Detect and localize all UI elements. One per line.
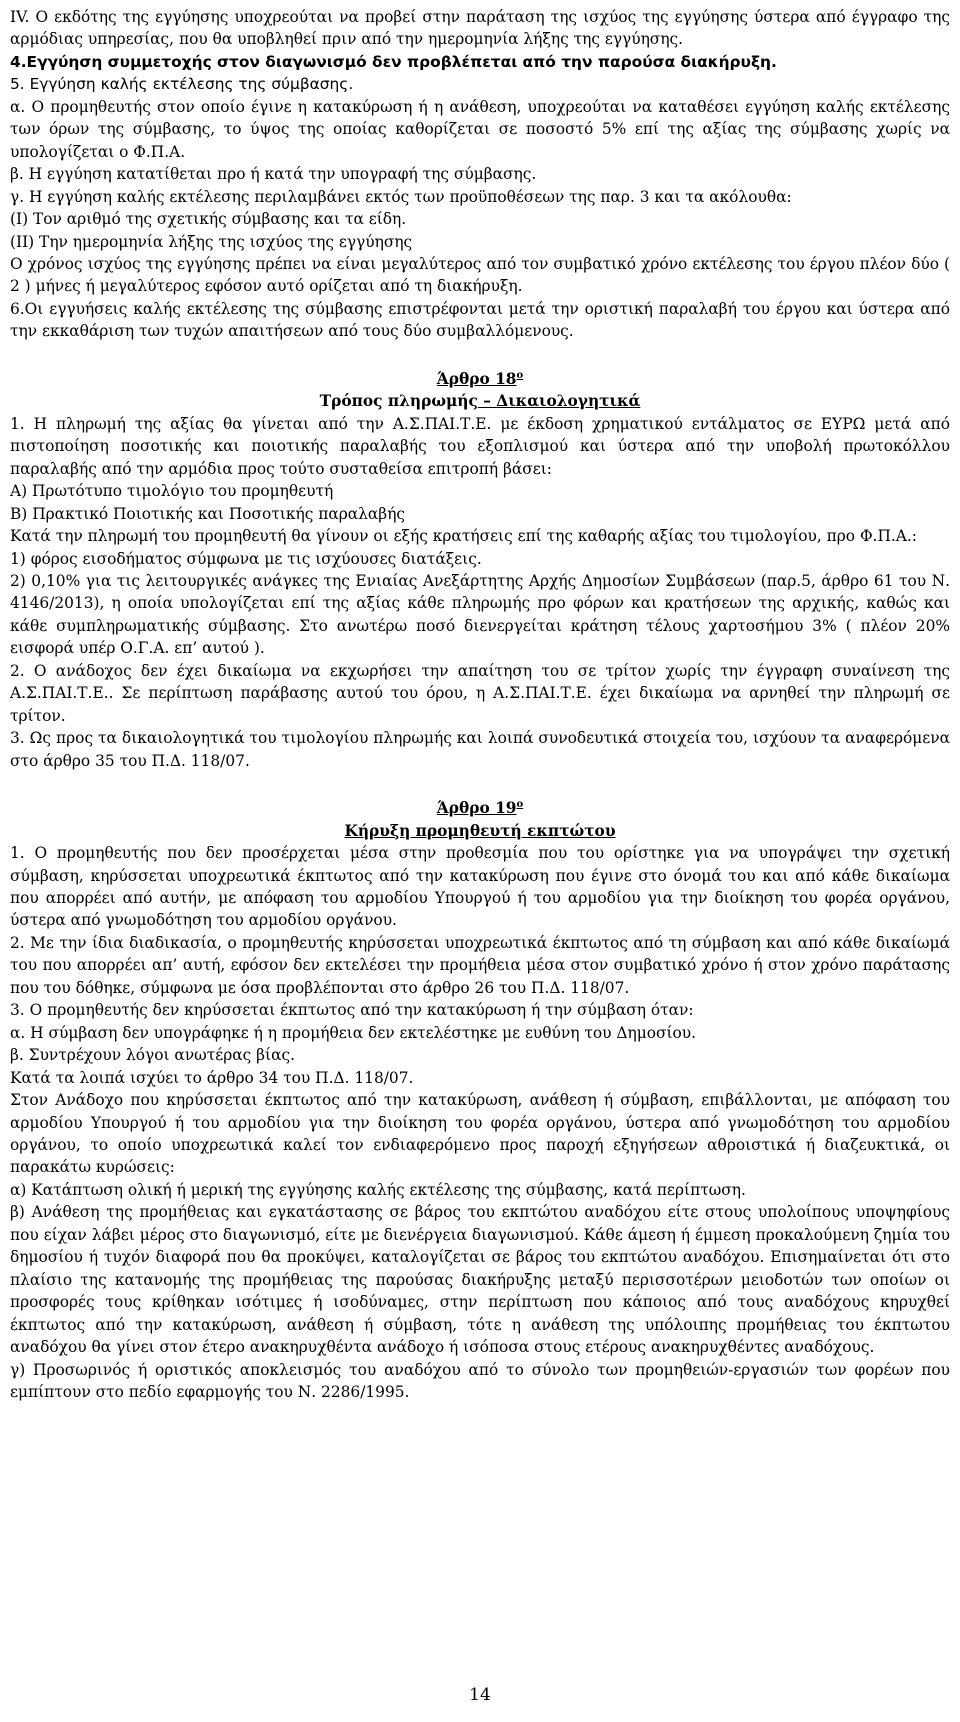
article-19-heading bbox=[10, 794, 950, 820]
paragraph-validity: Ο χρόνος ισχύος της εγγύησης πρέπει να είναι μεγαλύτερος από τον συμβατικό χρόνο εκτέλεσης του έργου πλέον δύο ( 2 ) μήνες ή μεγαλύτερος εφόσον αυτό ορίζεται από τη διακήρυξη. bbox=[10, 254, 950, 296]
article-19-p6: Κατά τα λοιπά ισχύει το άρθρο 34 του Π.Δ. 118/07. bbox=[10, 1068, 414, 1087]
article-18-heading-text: Άρθρο 18 bbox=[436, 369, 517, 388]
article-18-subtitle bbox=[10, 390, 950, 412]
article-18-p1: 1. Η πληρωμή της αξίας θα γίνεται από την Α.Σ.ΠΑΙ.Τ.Ε. με έκδοση χρηματικού εντάλματος σε ΕΥΡΩ μετά από πιστοποίηση ποσοτικής και ποιοτικής παραλαβής του εξοπλισμού και ύστερα από την υποβολή πρωτοκόλλου παραλαβής από την αρμόδια προς τούτο συσταθείσα επιτροπή βάσει: bbox=[10, 414, 950, 478]
article-19-heading-suffix: ο bbox=[516, 799, 524, 811]
spacer bbox=[10, 772, 950, 794]
article-18-heading-suffix: ο bbox=[516, 369, 524, 381]
page-number: 14 bbox=[469, 1685, 491, 1705]
article-19-p8: α) Κατάπτωση ολική ή μερική της εγγύησης καλής εκτέλεσης της σύμβασης, κατά περίπτωση. bbox=[10, 1180, 746, 1199]
article-18-p6: 2) 0,10% για τις λειτουργικές ανάγκες της Ενιαίας Ανεξάρτητης Αρχής Δημοσίων Συμβάσεων (παρ.5, άρθρο 61 του Ν. 4146/2013), η οποία υπολογίζεται επί της αξίας κάθε πληρωμής προ φόρων και κρατήσεων της αρχικής, καθώς και κάθε συμπληρωματικής σύμβασης. Στο ανωτέρω ποσό διενεργείται κράτηση τέλους χαρτοσήμου 3% ( πλέον 20% εισφορά υπέρ Ο.Γ.Α. επ’ αυτού ). bbox=[10, 572, 950, 658]
article-19-p2: 2. Με την ίδια διαδικασία, ο προμηθευτής κηρύσσεται υποχρεωτικά έκπτωτος από τη σύμβαση και από κάθε δικαίωμά του που απορρέει απ’ αυτή, εφόσον δεν εκτελέσει την προμήθεια μέσα στον συμβατικό χρόνο ή στον χρόνο παράτασης που του δόθηκε, σύμφωνα με όσα προβλέπονται στο άρθρο 26 του Π.Δ. 118/07. bbox=[10, 933, 950, 997]
article-18-heading bbox=[10, 365, 950, 391]
article-18-p5: 1) φόρος εισοδήματος σύμφωνα με τις ισχύουσες διατάξεις. bbox=[10, 549, 482, 568]
paragraph-5a: α. Ο προμηθευτής στον οποίο έγινε η κατακύρωση ή η ανάθεση, υποχρεούται να καταθέσει εγγύηση καλής εκτέλεσης των όρων της σύμβασης, το ύψος της οποίας καθορίζεται σε ποσοστό 5% επί της αξίας της σύμβασης χωρίς να υπολογίζεται ο Φ.Π.Α. bbox=[10, 97, 950, 161]
paragraph-5c-ii: (II) Την ημερομηνία λήξης της ισχύος της εγγύησης bbox=[10, 232, 413, 251]
paragraph-6: 6.Οι εγγυήσεις καλής εκτέλεσης της σύμβασης επιστρέφονται μετά την οριστική παραλαβή του έργου και ύστερα από την εκκαθάριση των τυχών απαιτήσεων από τους δύο συμβαλλόμενους. bbox=[10, 299, 950, 341]
article-18-p8: 3. Ως προς τα δικαιολογητικά του τιμολογίου πληρωμής και λοιπά συνοδευτικά στοιχεία του, ισχύουν τα αναφερόμενα στο άρθρο 35 του Π.Δ. 118/07. bbox=[10, 729, 950, 770]
article-19-p10: γ) Προσωρινός ή οριστικός αποκλεισμός του αναδόχου από το σύνολο των προμηθειών-εργασιών των φορέων που εμπίπτουν στο πεδίο εφαρμογής του Ν. 2286/1995. bbox=[10, 1360, 950, 1401]
article-19-p3: 3. Ο προμηθευτής δεν κηρύσσεται έκπτωτος από την κατακύρωση ή την σύμβαση όταν: bbox=[10, 1001, 694, 1020]
paragraph-performance-guarantee-title: 5. Εγγύηση καλής εκτέλεσης της σύμβασης. bbox=[10, 75, 354, 94]
article-18-subtitle-part1: Τρόπος πληρωμής bbox=[319, 392, 478, 411]
article-19-p7: Στον Ανάδοχο που κηρύσσεται έκπτωτος από την κατακύρωση, ανάθεση ή σύμβαση, επιβάλλονται, με απόφαση του αρμοδίου Υπουργού ή του αρμοδίου για την διοίκηση του φορέα οργάνου, ύστερα από γνωμοδότηση του αρμοδίου οργάνου, το οποίο υποχρεωτικά καλεί τον ενδιαφερόμενο προς παροχή εξηγήσεων αθροιστικά ή διαζευκτικά, οι παρακάτω κυρώσεις: bbox=[10, 1091, 950, 1177]
article-18-p4: Κατά την πληρωμή του προμηθευτή θα γίνουν οι εξής κρατήσεις επί της καθαρής αξίας του τιμολογίου, προ Φ.Π.Α.: bbox=[10, 527, 917, 546]
article-18-p2: Α) Πρωτότυπο τιμολόγιο του προμηθευτή bbox=[10, 482, 334, 501]
article-19-p9: β) Ανάθεση της προμήθειας και εγκατάστασης σε βάρος του εκπτώτου αναδόχου είτε στους υπολοίπους υποψηφίους που είχαν λάβει μέρος στο διαγωνισμό, είτε με διενέργεια διαγωνισμού. Κάθε άμεση ή έμμεση προκαλούμενη ζημία του δημοσίου ή τυχόν διαφορά που θα προκύψει, καταλογίζεται σε βάρος του εκπτώτου αναδόχου. Επισημαίνεται ότι στο πλαίσιο της κατανομής της προμήθειας της παρούσας διακήρυξης μεταξύ περισσοτέρων μειοδοτών των οποίων οι προσφορές τους κρίθηκαν ισότιμες ή ισοδύναμες, στην περίπτωση που κάποιος από τους αναδόχους κηρυχθεί έκπτωτος από την κατακύρωση, ανάθεση ή σύμβαση, τότε η ανάθεση της υπόλοιπης προμήθειας του έκπτωτου αναδόχου θα γίνει στον έτερο ανακηρυχθέντα ανάδοχο ή ισόποσα στους ετέρους ανακηρυχθέντες αναδόχους. bbox=[10, 1203, 950, 1357]
article-19-p1: 1. Ο προμηθευτής που δεν προσέρχεται μέσα στην προθεσμία που του ορίστηκε για να υπογράψει την σχετική σύμβαση, κηρύσσεται υποχρεωτικά έκπτωτος από την κατακύρωση που έγινε στο όνομά του και από κάθε δικαίωμα που απορρέει από αυτήν, με απόφαση του αρμοδίου Υπουργού ή του αρμοδίου για την διοίκηση του φορέα οργάνου, ύστερα από γνωμοδότηση του αρμοδίου οργάνου. bbox=[10, 844, 950, 930]
paragraph-5c-i: (I) Τον αριθμό της σχετικής σύμβασης και τα είδη. bbox=[10, 210, 407, 229]
paragraph-5c: γ. Η εγγύηση καλής εκτέλεσης περιλαμβάνει εκτός των προϋποθέσεων της παρ. 3 και τα ακόλουθα: bbox=[10, 187, 792, 206]
article-18-p7: 2. Ο ανάδοχος δεν έχει δικαίωμα να εκχωρήσει την απαίτηση του σε τρίτον χωρίς την έγγραφη συναίνεση της Α.Σ.ΠΑΙ.Τ.Ε.. Σε περίπτωση παράβασης αυτού του όρου, η Α.Σ.ΠΑΙ.Τ.Ε. έχει δικαίωμα να αρνηθεί την πληρωμή σε τρίτον. bbox=[10, 661, 950, 725]
article-19-p4: α. Η σύμβαση δεν υπογράφηκε ή η προμήθεια δεν εκτελέστηκε με ευθύνη του Δημοσίου. bbox=[10, 1023, 697, 1042]
article-19-p5: β. Συντρέχουν λόγοι ανωτέρας βίας. bbox=[10, 1046, 295, 1065]
paragraph-5b: β. Η εγγύηση κατατίθεται προ ή κατά την υπογραφή της σύμβασης. bbox=[10, 165, 537, 184]
paragraph-participation-guarantee: 4.Εγγύηση συμμετοχής στον διαγωνισμό δεν προβλέπεται από την παρούσα διακήρυξη. bbox=[10, 52, 777, 71]
article-19-heading-text: Άρθρο 19 bbox=[436, 799, 517, 818]
spacer bbox=[10, 343, 950, 365]
article-18-subtitle-dash: – bbox=[477, 392, 497, 411]
article-18-p3: Β) Πρακτικό Ποιοτικής και Ποσοτικής παραλαβής bbox=[10, 504, 406, 523]
article-18-subtitle-part2: Δικαιολογητικά bbox=[496, 392, 641, 411]
paragraph-iv: IV. Ο εκδότης της εγγύησης υποχρεούται να προβεί στην παράταση της ισχύος της εγγύησης ύστερα από έγγραφο της αρμόδιας υπηρεσίας, που θα υποβληθεί πριν από την ημερομηνία λήξης της εγγύησης. bbox=[10, 8, 950, 49]
article-19-subtitle bbox=[10, 820, 950, 842]
article-19-subtitle-text: Κήρυξη προμηθευτή εκπτώτου bbox=[344, 821, 616, 840]
